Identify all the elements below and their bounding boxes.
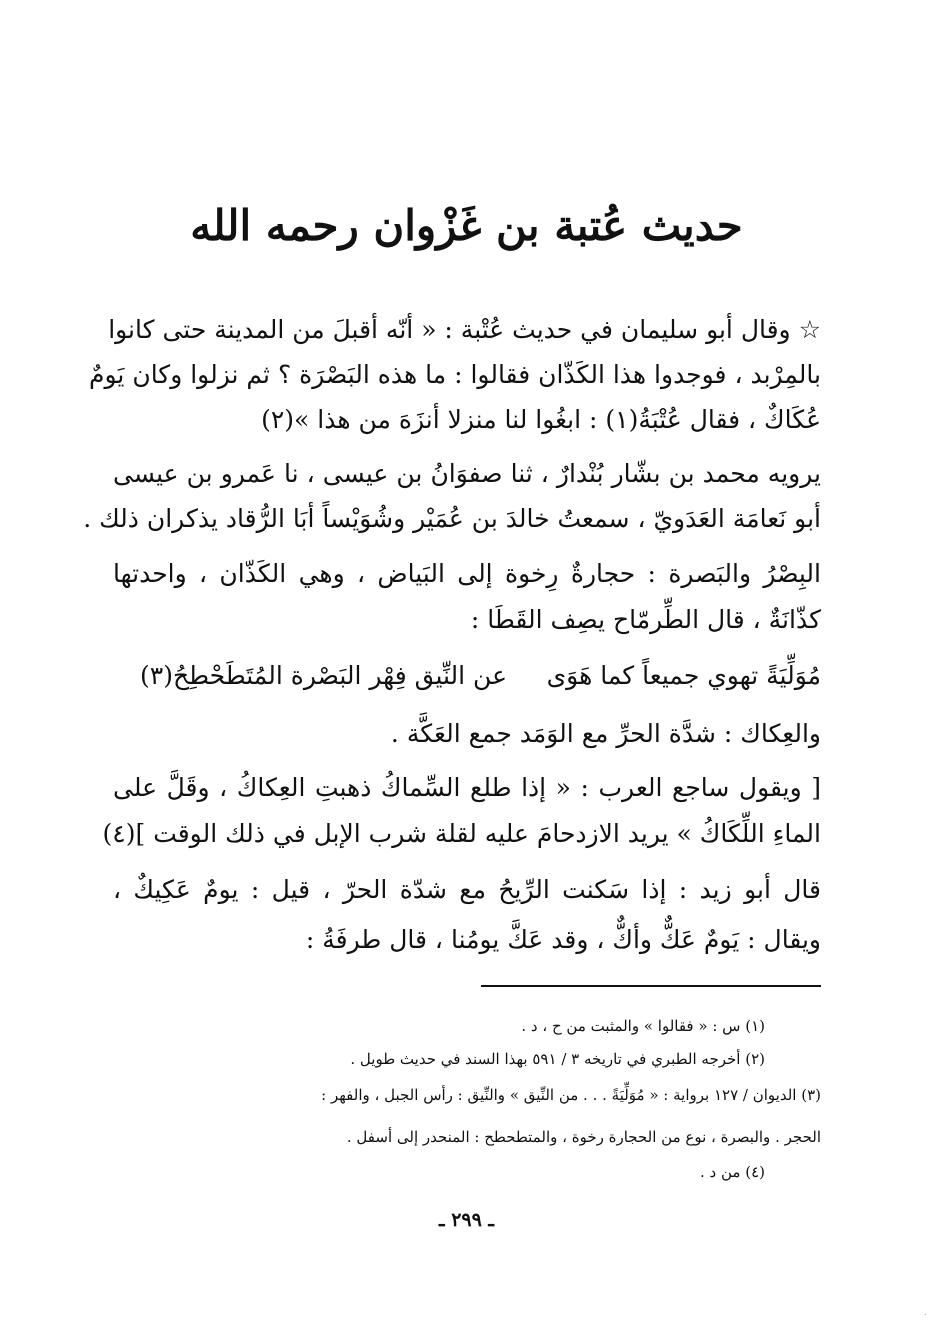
verse-first-hemistich: مُوَلِّيَةً تهوي جميعاً كما هَوَى	[546, 661, 821, 690]
body-line: ويقال : يَومٌ عَكٌّ وأكٌّ ، وقد عَكَّ يومُنا ، قال طرفَةُ :	[305, 925, 821, 954]
body-line: قال أبو زيد : إذا سَكنت الرِّيحُ مع شدّة الحرّ ، قيل : يومٌ عَكِيكٌ ،	[113, 875, 821, 904]
body-line: كذّانَةٌ ، قال الطِّرمّاح يصِف القَطَا :	[470, 605, 821, 634]
footnote: (٢) أخرجه الطبري في تاريخه ٣ / ٥٩١ بهذا السند في حديث طويل .	[350, 1050, 765, 1068]
body-line: ☆ وقال أبو سليمان في حديث عُتْبة : « أنّه أقبلَ من المدينة حتى كانوا	[108, 315, 821, 344]
chapter-title: حديث عُتبة بن غَزْوان رحمه الله	[190, 201, 743, 250]
scan-speck: .	[924, 1308, 927, 1317]
verse-second-hemistich: عن النِّيق فِهْر البَصْرة المُتَطَحْطِحُ(٣)	[140, 661, 507, 690]
body-line: يرويه محمد بن بشّار بُنْدارٌ ، ثنا صفوَانُ بن عيسى ، نا عَمرو بن عيسى	[113, 459, 821, 488]
footnote-separator	[481, 985, 821, 987]
body-line: الماءِ اللِّكَاكُ » يريد الازدحامَ عليه لقلة شرب الإبل في ذلك الوقت ](٤)	[102, 819, 821, 848]
body-line: بالمِرْبد ، فوجدوا هذا الكَذّان فقالوا : ما هذه البَصْرَة ؟ ثم نزلوا وكان يَومٌ	[89, 360, 821, 389]
footnote: (٤) من د .	[700, 1163, 765, 1181]
footnote: (٣) الديوان / ١٢٧ برواية : « مُوَلِّيَةً . . . من النِّيق » والنِّيق : رأس الجبل ، والفهر :	[321, 1086, 821, 1104]
body-line: [ ويقول ساجع العرب : « إذا طلع السِّماكُ ذهبتِ العِكاكُ ، وقَلَّ على	[113, 773, 821, 802]
body-line: أبو نَعامَة العَدَويّ ، سمعتُ خالدَ بن عُمَيْر وشُوَيْساً أبَا الرُّقاد يذكران ذلك .	[83, 504, 821, 533]
body-line: البِصْرُ والبَصرة : حجارةٌ رِخوة إلى البَياض ، وهي الكَذّان ، واحدتها	[113, 559, 821, 588]
body-line: عُكَاكٌ ، فقال عُتْبَةُ(١) : ابغُوا لنا منزلا أنزَهَ من هذا »(٢)	[261, 405, 821, 434]
footnote: (١) س : « فقالوا » والمثبت من ح ، د .	[521, 1017, 765, 1035]
body-line: والعِكاك : شدَّة الحرِّ مع الوَمَد جمع العَكَّة .	[390, 719, 821, 748]
page-number: ـ ٢٩٩ ـ	[439, 1209, 494, 1231]
footnote: الحجر . والبصرة ، نوع من الحجارة رخوة ، والمتطحطح : المنحدر إلى أسفل .	[346, 1128, 821, 1146]
